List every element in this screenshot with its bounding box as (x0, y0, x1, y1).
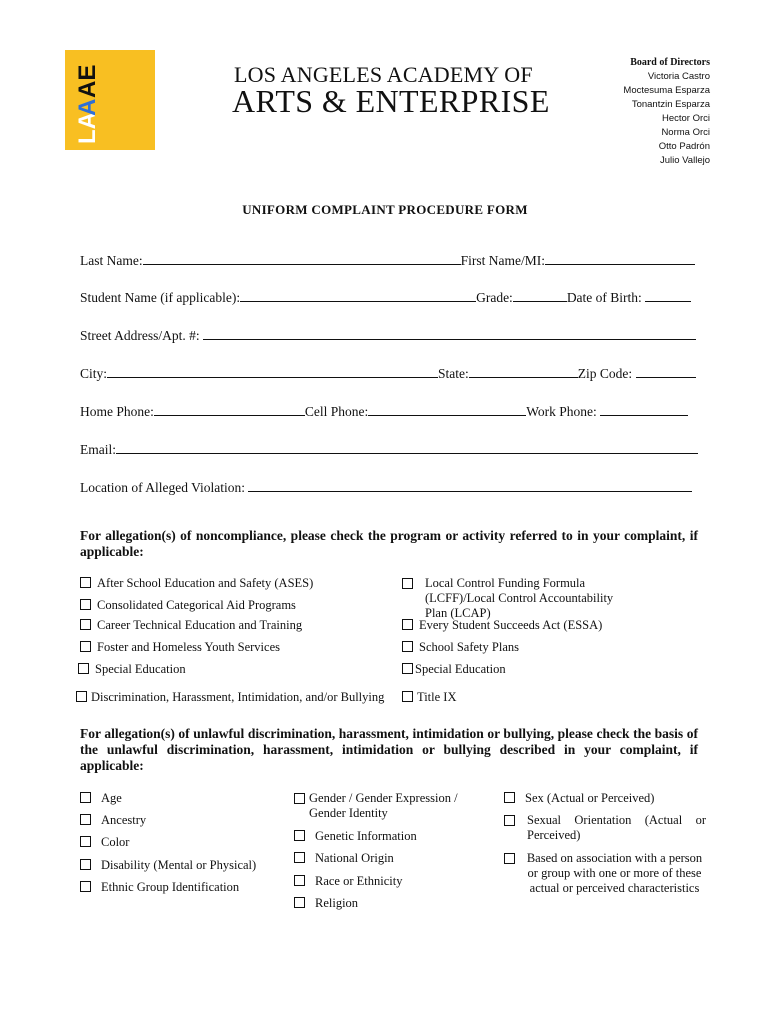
checkbox[interactable] (294, 852, 305, 863)
checkbox-label: National Origin (315, 851, 394, 865)
checkbox[interactable] (402, 578, 413, 589)
checkbox[interactable] (80, 599, 91, 610)
checkbox-item[interactable] (402, 640, 519, 655)
student-name-field[interactable] (240, 289, 476, 302)
zip-label: Zip Code: (577, 366, 633, 381)
checkbox-item[interactable] (294, 829, 417, 844)
checkbox[interactable] (402, 691, 413, 702)
checkbox-item[interactable] (80, 835, 129, 850)
checkbox-label: Foster and Homeless Youth Services (97, 640, 280, 654)
checkbox-label: Discrimination, Harassment, Intimidation, and/or Bullying (91, 690, 385, 704)
checkbox[interactable] (78, 663, 89, 674)
checkbox-item[interactable] (80, 618, 302, 633)
checkbox[interactable] (402, 619, 413, 630)
checkbox-label: Age (101, 791, 122, 805)
svg-text:AE: AE (74, 64, 101, 98)
grade-label: Grade: (476, 290, 513, 305)
student-row (80, 289, 691, 306)
checkbox-item[interactable] (80, 640, 280, 655)
checkbox-label: Ethnic Group Identification (101, 880, 240, 894)
discrimination-heading: For allegation(s) of unlawful discrimination, harassment, intimidation or bullying, please check the basis of the unlawful discrimination, harassment, intimidation or bullying described in your complaint, if applicable: (80, 726, 698, 773)
location-field[interactable] (248, 479, 692, 492)
board-member: Moctesuma Esparza (623, 85, 710, 96)
checkbox[interactable] (76, 691, 87, 702)
checkbox-label: Color (101, 835, 130, 849)
home-phone-field[interactable] (154, 403, 305, 416)
student-name-label: Student Name (if applicable): (80, 290, 241, 305)
checkbox-item[interactable] (76, 690, 384, 705)
checkbox-label: After School Education and Safety (ASES) (97, 576, 314, 590)
checkbox-item[interactable] (80, 598, 296, 613)
checkbox-item[interactable] (294, 851, 394, 866)
board-member: Julio Vallejo (660, 155, 710, 166)
checkbox-item[interactable] (294, 896, 358, 911)
checkbox[interactable] (504, 853, 515, 864)
checkbox-item[interactable] (78, 662, 186, 677)
checkbox[interactable] (80, 641, 91, 652)
location-row (80, 479, 692, 496)
svg-text:A: A (74, 98, 101, 116)
checkbox-item[interactable] (504, 851, 708, 896)
street-label: Street Address/Apt. #: (80, 328, 200, 343)
board-member: Tonantzin Esparza (631, 99, 710, 110)
checkbox-item[interactable] (80, 880, 239, 895)
checkbox-label: Genetic Information (315, 829, 417, 843)
city-label: City: (80, 366, 108, 381)
location-label: Location of Alleged Violation: (80, 480, 246, 495)
dob-field[interactable] (645, 289, 691, 302)
first-name-label: First Name/MI: (460, 253, 545, 268)
checkbox-label: Religion (315, 896, 359, 910)
checkbox-label: Race or Ethnicity (315, 874, 403, 888)
checkbox[interactable] (80, 577, 91, 588)
work-phone-label: Work Phone: (526, 404, 597, 419)
last-name-field[interactable] (143, 252, 461, 265)
checkbox-item[interactable] (294, 791, 466, 821)
checkbox[interactable] (402, 641, 413, 652)
city-field[interactable] (107, 365, 438, 378)
checkbox-item[interactable] (402, 662, 506, 677)
board-title: Board of Directors (630, 57, 710, 68)
checkbox[interactable] (80, 836, 91, 847)
checkbox-label: Sex (Actual or Perceived) (525, 791, 655, 805)
checkbox-label: Career Technical Education and Training (97, 618, 303, 632)
checkbox[interactable] (80, 792, 91, 803)
email-field[interactable] (116, 441, 698, 454)
cell-phone-label: Cell Phone: (304, 404, 369, 419)
checkbox-item[interactable] (504, 791, 654, 806)
checkbox-label: Gender / Gender Expression / Gender Identity (309, 791, 458, 820)
checkbox-item[interactable] (402, 618, 602, 633)
board-of-directors (623, 56, 710, 168)
checkbox-item[interactable] (294, 874, 402, 889)
checkbox-label: Special Education (95, 662, 186, 676)
checkbox-label: Consolidated Categorical Aid Programs (97, 598, 296, 612)
checkbox[interactable] (504, 792, 515, 803)
checkbox[interactable] (402, 663, 413, 674)
checkbox-item[interactable] (80, 813, 146, 828)
form-title: UNIFORM COMPLAINT PROCEDURE FORM (242, 202, 528, 217)
checkbox[interactable] (80, 881, 91, 892)
checkbox-label: Disability (Mental or Physical) (101, 858, 257, 872)
checkbox-item[interactable] (402, 576, 622, 621)
cell-phone-field[interactable] (368, 403, 526, 416)
checkbox[interactable] (294, 793, 305, 804)
school-logo (65, 50, 155, 150)
state-field[interactable] (469, 365, 578, 378)
last-name-label: Last Name: (80, 253, 143, 268)
checkbox-label: Every Student Succeeds Act (ESSA) (419, 618, 603, 632)
checkbox-item[interactable] (402, 690, 456, 705)
home-phone-label: Home Phone: (80, 404, 154, 419)
checkbox[interactable] (294, 897, 305, 908)
checkbox[interactable] (504, 815, 515, 826)
work-phone-field[interactable] (600, 403, 688, 416)
checkbox-label: Based on association with a person or group with one or more of these actual or perceived characteristics (526, 851, 703, 895)
email-label: Email: (80, 442, 116, 457)
checkbox-item[interactable] (80, 576, 313, 591)
dob-label: Date of Birth: (566, 290, 642, 305)
school-name-line1: LOS ANGELES ACADEMY OF (234, 62, 533, 87)
email-row (80, 441, 698, 458)
state-label: State: (438, 366, 469, 381)
grade-field[interactable] (513, 289, 567, 302)
checkbox[interactable] (294, 875, 305, 886)
checkbox[interactable] (80, 859, 91, 870)
checkbox-label: Sexual Orientation (Actual or Perceived) (527, 813, 706, 842)
checkbox[interactable] (80, 619, 91, 630)
checkbox-label: Special Education (415, 662, 506, 676)
svg-text:LA: LA (74, 112, 101, 144)
zip-field[interactable] (636, 365, 696, 378)
board-member: Otto Padrón (658, 141, 710, 152)
checkbox-label: Local Control Funding Formula (LCFF)/Local Control Accountability Plan (LCAP) (425, 576, 614, 620)
street-field[interactable] (203, 327, 696, 340)
first-name-field[interactable] (545, 252, 695, 265)
checkbox-item[interactable] (80, 791, 122, 806)
noncompliance-heading: For allegation(s) of noncompliance, please check the program or activity referred to in your complaint, if applicable: (80, 528, 698, 559)
checkbox-item[interactable] (504, 813, 706, 843)
phone-row (80, 403, 688, 420)
checkbox-label: School Safety Plans (419, 640, 519, 654)
school-name-line2: ARTS & ENTERPRISE (232, 83, 550, 119)
board-member: Victoria Castro (647, 71, 710, 82)
name-row (80, 252, 695, 269)
laaae-logo-mark (69, 54, 103, 146)
checkbox-label: Ancestry (101, 813, 147, 827)
checkbox[interactable] (294, 830, 305, 841)
city-row (80, 365, 696, 382)
checkbox-label: Title IX (417, 690, 457, 704)
street-row (80, 327, 696, 344)
checkbox[interactable] (80, 814, 91, 825)
board-member: Norma Orci (661, 127, 710, 138)
checkbox-item[interactable] (80, 858, 256, 873)
board-member: Hector Orci (661, 113, 710, 124)
